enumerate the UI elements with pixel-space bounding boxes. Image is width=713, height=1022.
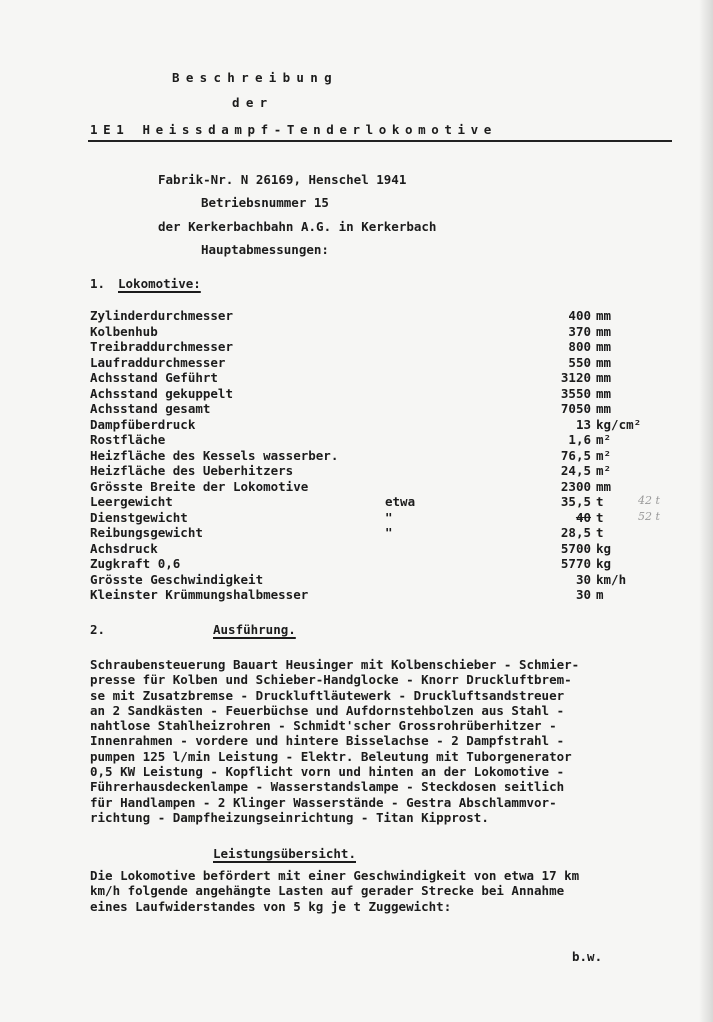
spec-label: Treibraddurchmesser xyxy=(90,339,233,354)
spec-unit: m² xyxy=(596,432,612,447)
text-line: nahtlose Stahlheizrohren - Schmidt'scher Grossrohrüberhitzer - xyxy=(90,718,557,734)
section2-body xyxy=(90,657,710,825)
spec-handwritten-note: 42 t xyxy=(638,494,660,507)
spec-value: 7050 xyxy=(560,401,591,416)
spec-value: 35,5 xyxy=(560,494,591,509)
heading-rule xyxy=(88,140,672,142)
spec-label: Dienstgewicht xyxy=(90,509,188,525)
section2-title: Ausführung. xyxy=(213,622,296,637)
text-line: presse für Kolben und Schieber-Handglocke - Knorr Druckluftbrem- xyxy=(90,672,572,688)
spec-label: Rostfläche xyxy=(90,432,166,447)
spec-label: Grösste Breite der Lokomotive xyxy=(90,478,309,494)
spec-unit: mm xyxy=(596,478,612,494)
spec-label: Heizfläche des Kessels wasserber. xyxy=(90,447,339,463)
section3-title: Leistungsübersicht. xyxy=(213,846,356,861)
spec-row xyxy=(90,510,670,526)
spec-unit: m² xyxy=(596,447,612,463)
section1-number: 1. xyxy=(90,276,106,291)
spec-label: Kolbenhub xyxy=(90,323,158,339)
heading-line-2: der xyxy=(232,95,274,110)
spec-label: Reibungsgewicht xyxy=(90,525,203,540)
text-line: 0,5 KW Leistung - Kopflicht vorn und hinten an der Lokomotive - xyxy=(90,764,565,780)
spec-unit: mm xyxy=(596,385,612,401)
spec-row xyxy=(90,417,670,433)
text-line: Die Lokomotive befördert mit einer Geschwindigkeit von etwa 17 km xyxy=(90,868,580,883)
spec-unit: mm xyxy=(596,370,612,385)
spec-unit: m xyxy=(596,587,604,602)
spec-row xyxy=(90,556,670,572)
fabrik-line: Fabrik-Nr. N 26169, Henschel 1941 xyxy=(158,172,407,187)
spec-row xyxy=(90,463,670,479)
spec-value: 370 xyxy=(568,323,591,339)
spec-row xyxy=(90,572,670,588)
text-line: km/h folgende angehängte Lasten auf gerader Strecke bei Annahme xyxy=(90,883,565,899)
spec-row xyxy=(90,308,670,324)
spec-row xyxy=(90,541,670,557)
spec-row xyxy=(90,525,670,541)
spec-unit: t xyxy=(596,509,604,525)
spec-unit: mm xyxy=(596,323,612,339)
spec-row xyxy=(90,401,670,417)
spec-label: Zylinderdurchmesser xyxy=(90,308,233,323)
spec-value: 550 xyxy=(568,354,591,370)
spec-row xyxy=(90,386,670,402)
spec-value: 76,5 xyxy=(560,447,591,463)
spec-row xyxy=(90,587,670,603)
spec-unit: kg xyxy=(596,540,612,556)
text-line: für Handlampen - 2 Klinger Wasserstände - Gestra Abschlammvor- xyxy=(90,794,557,810)
spec-value: 2300 xyxy=(560,478,591,494)
spec-row xyxy=(90,339,670,355)
spec-value: 1,6 xyxy=(568,432,591,447)
spec-unit: t xyxy=(596,494,604,509)
spec-unit: km/h xyxy=(596,571,627,587)
spec-unit: t xyxy=(596,525,604,540)
section2-number: 2. xyxy=(90,622,106,637)
spec-value: 3550 xyxy=(560,385,591,401)
spec-value: 5770 xyxy=(560,556,591,571)
spec-row xyxy=(90,432,670,448)
spec-row xyxy=(90,448,670,464)
spec-value: 13 xyxy=(575,416,591,432)
spec-label: Achsdruck xyxy=(90,540,158,556)
section1-title: Lokomotive: xyxy=(118,276,201,291)
bw-note: b.w. xyxy=(572,949,603,964)
heading-line-3: 1E1 Heissdampf-Tenderlokomotive xyxy=(90,122,497,137)
spec-value: 30 xyxy=(575,587,591,602)
text-line: Schraubensteuerung Bauart Heusinger mit Kolbenschieber - Schmier- xyxy=(90,657,580,672)
spec-label: Dampfüberdruck xyxy=(90,416,196,432)
spec-value: 24,5 xyxy=(560,463,591,478)
spec-label: Achsstand gekuppelt xyxy=(90,385,233,401)
spec-unit: mm xyxy=(596,401,612,416)
spec-unit: m² xyxy=(596,463,612,478)
spec-unit: kg xyxy=(596,556,612,571)
spec-label: Kleinster Krümmungshalbmesser xyxy=(90,587,309,602)
spec-unit: kg/cm² xyxy=(596,416,642,432)
spec-qualifier: " xyxy=(385,509,393,525)
spec-value: 28,5 xyxy=(560,525,591,540)
spec-label: Achsstand Geführt xyxy=(90,370,218,385)
spec-qualifier: etwa xyxy=(385,494,416,509)
spec-value: 3120 xyxy=(560,370,591,385)
spec-row xyxy=(90,370,670,386)
spec-value: 800 xyxy=(568,339,591,354)
spec-value: 5700 xyxy=(560,540,591,556)
section3-body xyxy=(90,868,710,914)
spec-unit: mm xyxy=(596,308,612,323)
spec-label: Leergewicht xyxy=(90,494,173,509)
spec-value: 30 xyxy=(575,571,591,587)
betrieb-line: Betriebsnummer 15 xyxy=(201,195,329,210)
spec-label: Zugkraft 0,6 xyxy=(90,556,181,571)
text-line: an 2 Sandkästen - Feuerbüchse und Aufdornstehbolzen aus Stahl - xyxy=(90,702,565,718)
text-line: Führerhausdeckenlampe - Wasserstandslampe - Steckdosen seitlich xyxy=(90,779,565,795)
text-line: Innenrahmen - vordere und hintere Bisselachse - 2 Dampfstrahl - xyxy=(90,733,565,749)
heading-line-1: Beschreibung xyxy=(172,70,338,85)
spec-label: Heizfläche des Ueberhitzers xyxy=(90,463,294,478)
text-line: eines Laufwiderstandes von 5 kg je t Zuggewicht: xyxy=(90,898,452,914)
text-line: pumpen 125 l/min Leistung - Elektr. Beleutung mit Tuborgenerator xyxy=(90,748,572,764)
text-line: se mit Zusatzbremse - Druckluftläutewerk - Druckluftsandstreuer xyxy=(90,687,565,703)
spec-row xyxy=(90,324,670,340)
spec-label: Grösste Geschwindigkeit xyxy=(90,571,264,587)
spec-value: 400 xyxy=(568,308,591,323)
spec-unit: mm xyxy=(596,354,612,370)
bahn-line: der Kerkerbachbahn A.G. in Kerkerbach xyxy=(158,219,437,234)
spec-row xyxy=(90,479,670,495)
spec-row xyxy=(90,494,670,510)
spec-label: Laufraddurchmesser xyxy=(90,354,226,370)
spec-qualifier: " xyxy=(385,525,393,540)
spec-unit: mm xyxy=(596,339,612,354)
haupt-line: Hauptabmessungen: xyxy=(201,242,329,257)
spec-value: 40 xyxy=(575,509,591,525)
spec-row xyxy=(90,355,670,371)
text-line: richtung - Dampfheizungseinrichtung - Titan Kipprost. xyxy=(90,809,489,825)
spec-label: Achsstand gesamt xyxy=(90,401,211,416)
spec-handwritten-note: 52 t xyxy=(638,509,660,523)
